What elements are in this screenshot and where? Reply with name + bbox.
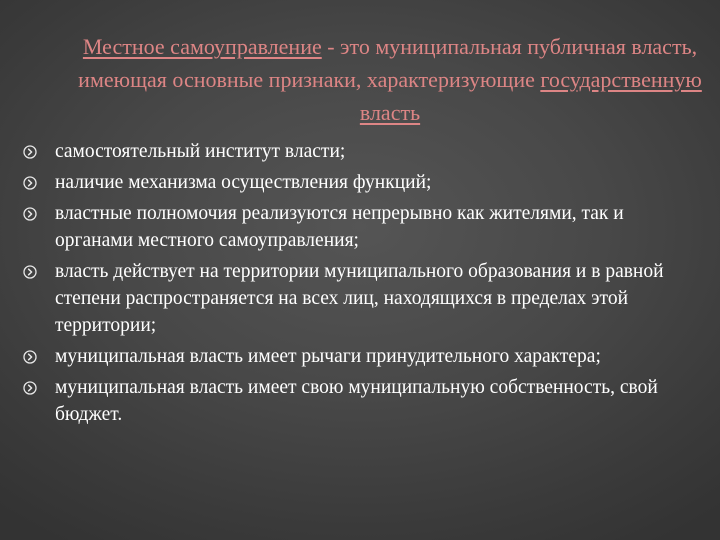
bullet-item [0, 138, 720, 165]
bullet-text: властные полномочия реализуются непрерывно как жителями, так и органами местного самоуправления; [55, 203, 624, 251]
circled-arrow-icon [23, 176, 37, 190]
circled-arrow-icon [23, 145, 37, 159]
bullet-text: власть действует на территории муниципального образования и в равной степени распространяется на всех лиц, находящихся в пределах этой территории; [55, 261, 664, 336]
bullet-text: самостоятельный институт власти; [55, 141, 346, 162]
bullet-text: муниципальная власть имеет рычаги принудительного характера; [55, 346, 601, 367]
bullet-item [0, 343, 720, 370]
bullet-text: наличие механизма осуществления функций; [55, 172, 432, 193]
bullet-item [0, 200, 720, 254]
bullet-list [0, 138, 720, 432]
bullet-item [0, 374, 720, 428]
circled-arrow-icon [23, 350, 37, 364]
slide-title [70, 30, 710, 129]
circled-arrow-icon [23, 265, 37, 279]
title-term-state-power: государственную власть [359, 67, 702, 125]
bullet-text: муниципальная власть имеет свою муниципальную собственность, свой бюджет. [55, 377, 658, 425]
bullet-item [0, 169, 720, 196]
circled-arrow-icon [23, 207, 37, 221]
bullet-item [0, 258, 720, 339]
circled-arrow-icon [23, 381, 37, 395]
title-term: Местное самоуправление [82, 34, 322, 59]
title-definition: - это муниципальная публичная власть, имеющая основные признаки, характеризующие [78, 34, 698, 92]
